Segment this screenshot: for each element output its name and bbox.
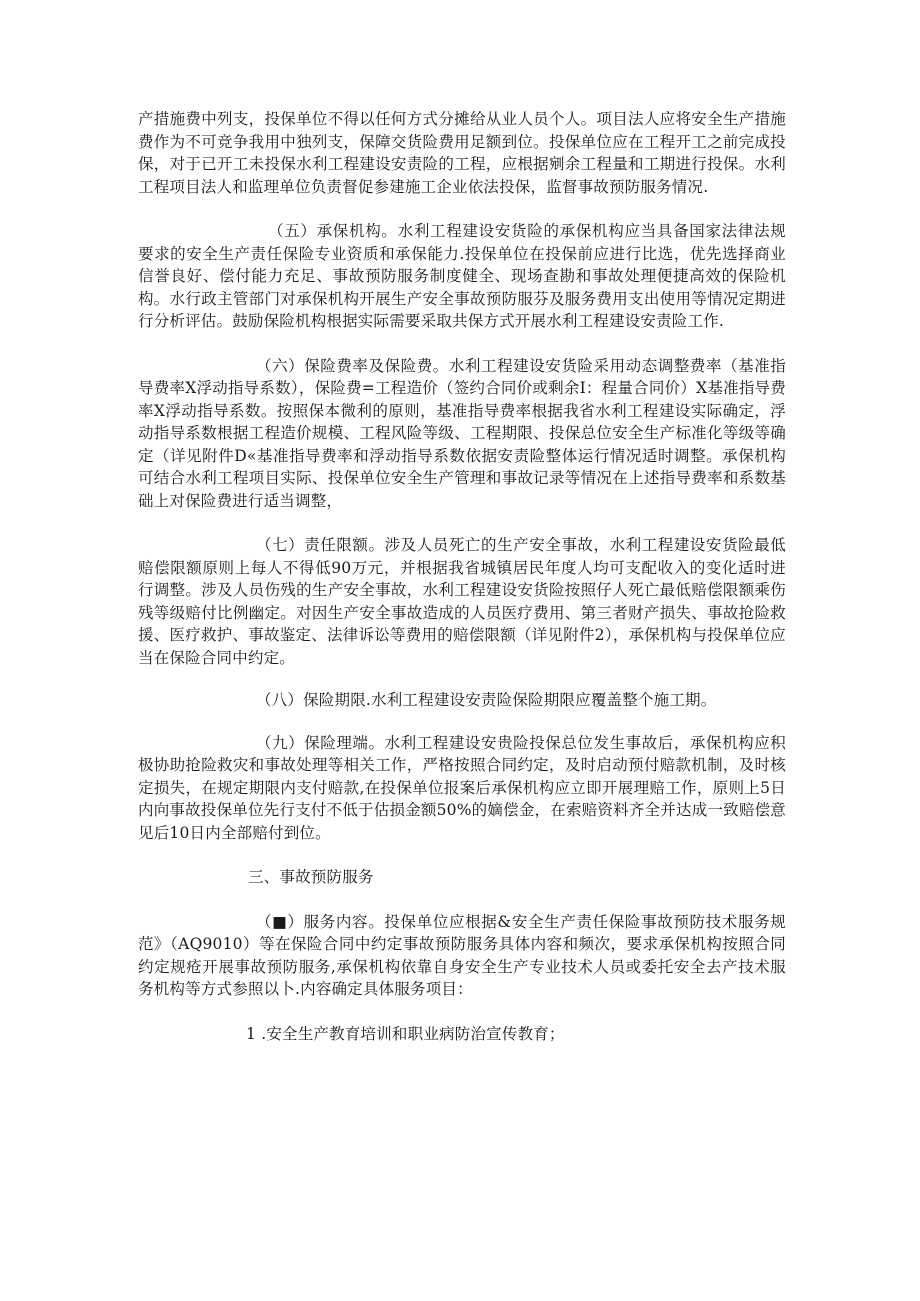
paragraph-underwriting-institution: （五）承保机构。水利工程建设安货险的承保机构应当具备国家法律法规要求的安全生产责任保险专业资质和承保能力.投保单位在投保前应进行比选，优先选择商业信誉良好、偿付能力充足、事故预防服务制度健全、现场查勘和事故处理便捷高效的保险机构。水行政主管部门对承保机构开展生产安全事故预防服芬及服务费用支出使用等情况定期进行分析评估。鼓励保险机构根据实际需要采取共保方式开展水利工程建设安责险工作. bbox=[138, 222, 786, 330]
paragraph-service-content: （■）服务内容。投保单位应根据&安全生产责任保险事故预防技术服务规范》（AQ9010）等在保险合同中约定事故预防服务具体内容和频次，要求承保机构按照合同约定规疮开展事故预防服务,承保机构依靠自身安全生产专业技术人员或委托安全去产技术服务机构等方式参照以卜.内容确定具体服务项目： bbox=[138, 912, 786, 998]
paragraph-liability-limit: （七）责任限额。涉及人员死亡的生产安全事故，水利工程建设安货险最低赔偿限额原则上每人不得低90万元，并根据我省城镇居民年度人均可支配收入的变化适时进行调整。涉及人员伤残的生产安全事故，水利工程建设安货险按照仔人死亡最低赔偿限额乘伤残等级赔付比例幽定。对因生产安全事故造成的人员医疗费用、第三者财产损失、事故抢险救援、医疗救护、事故鉴定、法律诉讼等费用的赔偿限额（详见附件2），承保机构与投保单位应当在保险合同中约定。 bbox=[138, 536, 786, 667]
section-heading: 三、事故预防服务 bbox=[248, 868, 374, 886]
paragraph-insurance-period: （八）保险期限.水利工程建设安责险保险期限应覆盖整个施工期。 bbox=[256, 691, 717, 709]
paragraph-insurance-cost: 产措施费中列支，投保单位不得以任何方式分摊给从业人员个人。项目法人应将安全生产措施费作为不可竞争我用中独列支，保障交货险费用足额到位。投保单位应在工程开工之前完成投保，对于已开工未投保水利工程建设安责险的工程，应根据剜余工程量和工期进行投保。水利工程项目法人和监理单位负责督促参建施工企业依法投保，监督事故预防服务情况. bbox=[138, 110, 786, 196]
document-body bbox=[138, 108, 786, 1045]
paragraph-claims-settlement: （九）保险理端。水利工程建设安贵险投保总位发生事故后，承保机构应积极协助抢险救灾和事故处理等相关工作，严格按照合同约定，及时启动预付赔款机制，及时核定损失，在规定期限内支付赔款,在投保单位报案后承保机构应立即开展理赔工作，原则上5日内向事故投保单位先行支付不低于估损金额50%的嫡偿金，在索赔资料齐全并达成一致赔偿意见后10日内全部赔付到位。 bbox=[138, 733, 786, 842]
list-item: 1 .安全生产教育培训和职业病防治宣传教育； bbox=[246, 1024, 565, 1043]
paragraph-premium-rate: （六）保险费率及保险费。水利工程建设安货险采用动态调整费率（基准指导费率X浮动指导系数），保险费=工程造价（签约合同价或剩余I：程量合同价）X基准指导费率X浮动指导系数。按照保本微利的原则，基准指导费率根据我省水利工程建设实际确定，浮动指导系数根据工程造价规模、工程风险等级、工程期限、投保总位安全生产标准化等级等确定（详见附件D«基准指导费率和浮动指导系数依据安责险整体运行情况适时调整。承保机构可结合水利工程项目实际、投保单位安全生产管理和事故记录等情况在上述指导费率和系数基础上对保险费进行适当调整， bbox=[138, 356, 786, 510]
